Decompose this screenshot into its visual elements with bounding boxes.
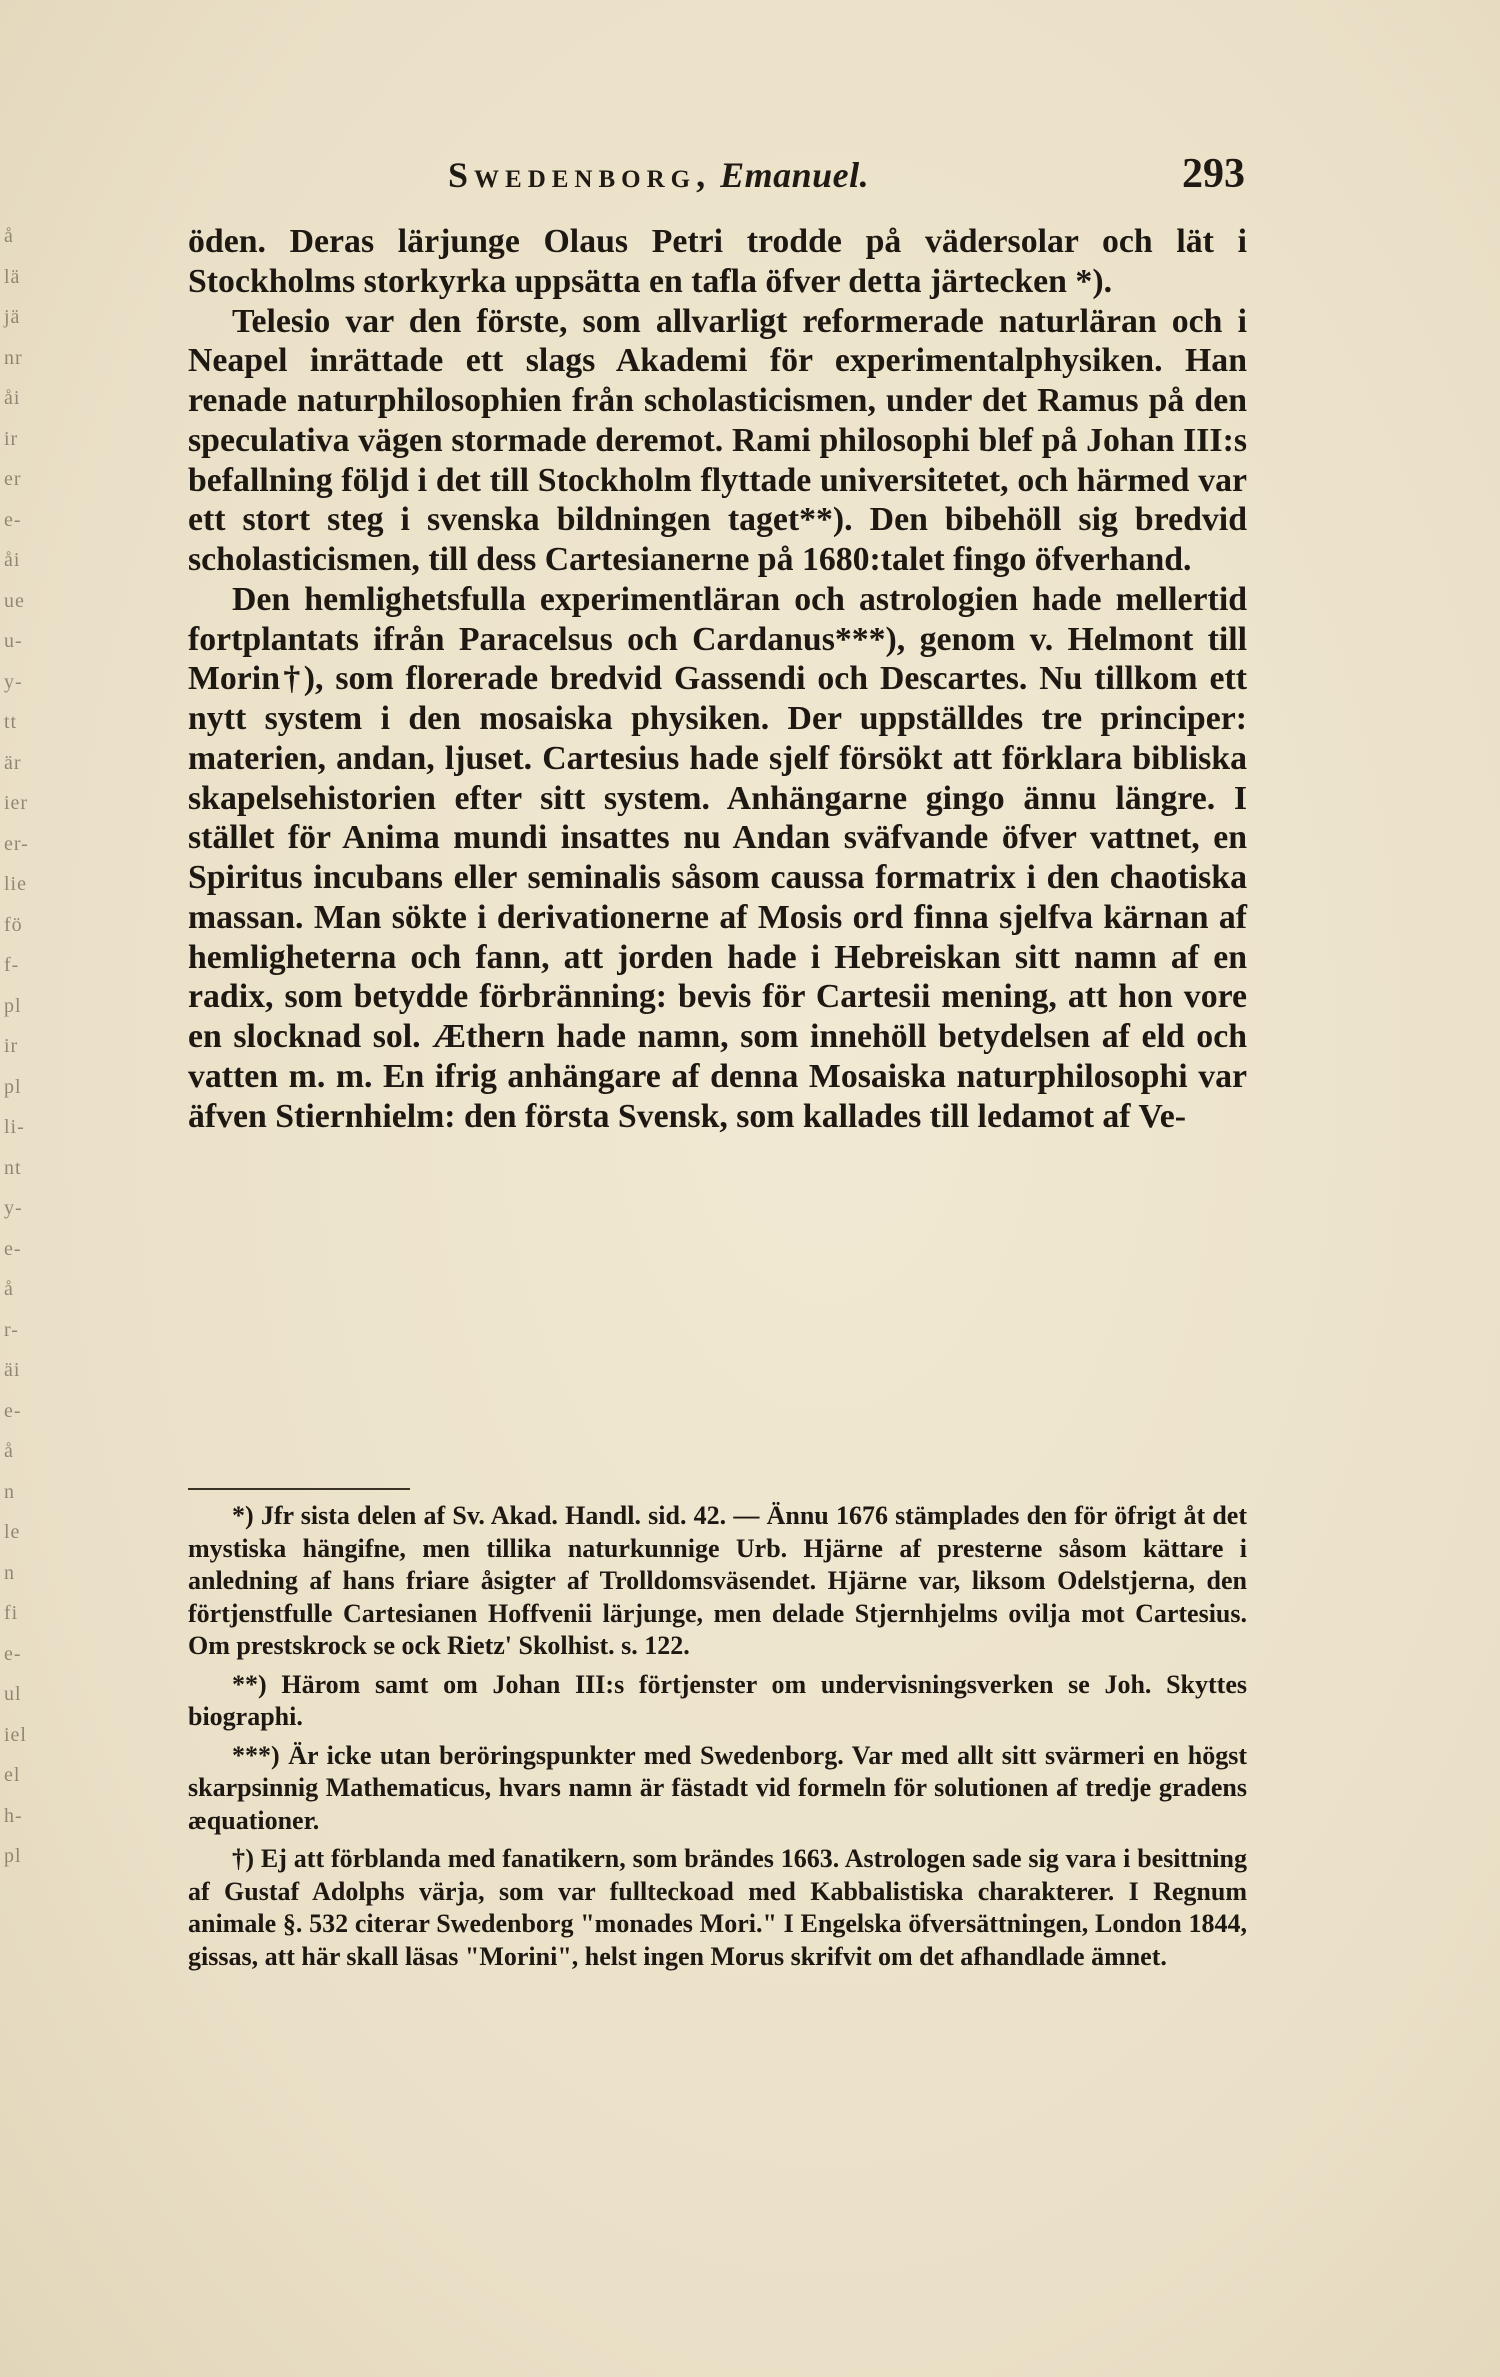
footnote-3: ***) Är icke utan beröringspunkter med Swedenborg. Var med allt sitt svärmeri en högst skarpsinnig Mathematicus, hvars namn är fästadt vid formeln för solutionen af tredje gradens æquationer. [188, 1740, 1247, 1835]
bleed-fragment: u- [4, 630, 23, 652]
bleed-fragment: y- [4, 1197, 23, 1219]
bleed-fragment: å [4, 1440, 14, 1462]
bleed-fragment: fi [4, 1602, 19, 1624]
bleed-fragment: e- [4, 1642, 22, 1665]
bleed-fragment: n [4, 1561, 15, 1584]
footnotes [188, 1500, 1247, 1979]
author-surname: Swedenborg, [448, 155, 712, 195]
paragraph-3: Den hemlighetsfulla experimentläran och astrologien hade mellertid fortplantats ifrån Paracelsus och Cardanus***), genom v. Helmont till Morin†), som florerade bredvid Gassendi och Descartes. Nu tillkom ett nytt system i den mosaiska physiken. Der uppställdes tre principer: materien, andan, ljuset. Cartesius hade sjelf försökt att förklara bibliska skapelsehistorien efter sitt system. Anhängarne gingo ännu längre. I stället för Anima mundi insattes nu Andan sväfvande öfver vattnet, en Spiritus incubans eller seminalis såsom caussa formatrix i den chaotiska massan. Man sökte i derivationerne af Mosis ord finna sjelfva kärnan af hemligheterna och fann, att jorden hade i Hebreiskan sitt namn af en radix, som betydde förbränning: bevis för Cartesii mening, att hon vore en slocknad sol. Æthern hade namn, som innehöll betydelsen af eld och vatten m. m. En ifrig anhängare af denna Mosaiska naturphilosophi var äfven Stiernhielm: den första Svensk, som kallades till ledamot af Ve- [188, 580, 1247, 1135]
bleed-fragment: åi [4, 549, 21, 571]
bleed-fragment: le [4, 1521, 21, 1543]
facing-page-bleed-through [4, 225, 36, 2125]
bleed-fragment: e- [4, 508, 22, 531]
bleed-fragment: nr [4, 346, 23, 369]
bleed-fragment: er [4, 468, 22, 490]
bleed-fragment: er- [4, 832, 29, 855]
bleed-fragment: fö [4, 913, 23, 936]
bleed-fragment: åi [4, 387, 21, 409]
bleed-fragment: jä [4, 306, 21, 328]
bleed-fragment: å [4, 1278, 14, 1300]
running-header [170, 150, 1245, 210]
bleed-fragment: är [4, 751, 22, 774]
bleed-fragment: li- [4, 1116, 25, 1138]
bleed-fragment: lä [4, 265, 21, 288]
bleed-fragment: e- [4, 1399, 22, 1422]
bleed-fragment: ir [4, 427, 19, 450]
bleed-fragment: pl [4, 994, 22, 1017]
bleed-fragment: n [4, 1480, 15, 1503]
paragraph-2: Telesio var den förste, som allvarligt reformerade naturläran och i Neapel inrättade ett slags Akademi för experimentalphysiken. Han renade naturphilosophien från scholasticismen, under det Ramus på den speculativa vägen stormade deremot. Rami philosophi blef på Johan III:s befallning följd i det till Stockholm flyttade universitetet, och härmed var ett stort steg i svenska bildningen taget**). Den bibehöll sig bredvid scholasticismen, till dess Cartesianerne på 1680:talet fingo öfverhand. [188, 302, 1247, 578]
bleed-fragment: y- [4, 670, 23, 693]
bleed-fragment: nt [4, 1156, 22, 1179]
bleed-fragment: tt [4, 711, 18, 733]
footnote-divider [188, 1488, 410, 1490]
bleed-fragment: ue [4, 589, 25, 612]
main-text [188, 222, 1247, 1136]
bleed-fragment: e- [4, 1237, 22, 1260]
bleed-fragment: el [4, 1764, 21, 1786]
bleed-fragment: iel [4, 1723, 27, 1746]
author-given-name: Emanuel. [720, 155, 870, 195]
page-number: 293 [1182, 151, 1245, 197]
bleed-fragment: ier [4, 792, 29, 814]
footnote-1: *) Jfr sista delen af Sv. Akad. Handl. sid. 42. — Ännu 1676 stämplades den för öfrigt åt det mystiska hängifne, men tillika naturkunnige Urb. Hjärne af presterne såsom kättare i anledning af hans friare åsigter af Trolldomsväsendet. Hjärne var, liksom Odelstjerna, den förtjenstfulle Cartesianen Hoffvenii lärjunge, men delade Stjernhjelms ovilja mot Cartesius. Om prestskrock se ock Rietz' Skolhist. s. 122. [188, 1501, 1247, 1660]
bleed-fragment: å [4, 225, 14, 247]
paragraph-1: öden. Deras lärjunge Olaus Petri trodde på vädersolar och lät i Stockholms storkyrka uppsätta en tafla öfver detta järtecken *). [188, 223, 1247, 300]
bleed-fragment: äi [4, 1359, 21, 1381]
bleed-fragment: ul [4, 1683, 22, 1705]
bleed-fragment: pl [4, 1075, 22, 1098]
bleed-fragment: ir [4, 1035, 19, 1057]
footnote-2: **) Härom samt om Johan III:s förtjenster om undervisningsverken se Joh. Skyttes biographi. [188, 1669, 1247, 1731]
bleed-fragment: h- [4, 1804, 23, 1827]
bleed-fragment: pl [4, 1845, 22, 1867]
bleed-fragment: f- [4, 954, 20, 976]
running-head-title [448, 154, 869, 196]
footnote-4: †) Ej att förblanda med fanatikern, som brändes 1663. Astrologen sade sig vara i besittning af Gustaf Adolphs värja, som var fullteckoad med Kabbalistiska charakterer. I Regnum animale §. 532 citerar Swedenborg "monades Mori." I Engelska öfversättningen, London 1844, gissas, att här skall läsas "Morini", helst ingen Morus skrifvit om det afhandlade ämnet. [188, 1844, 1247, 1971]
bleed-fragment: lie [4, 873, 27, 895]
bleed-fragment: r- [4, 1318, 19, 1341]
